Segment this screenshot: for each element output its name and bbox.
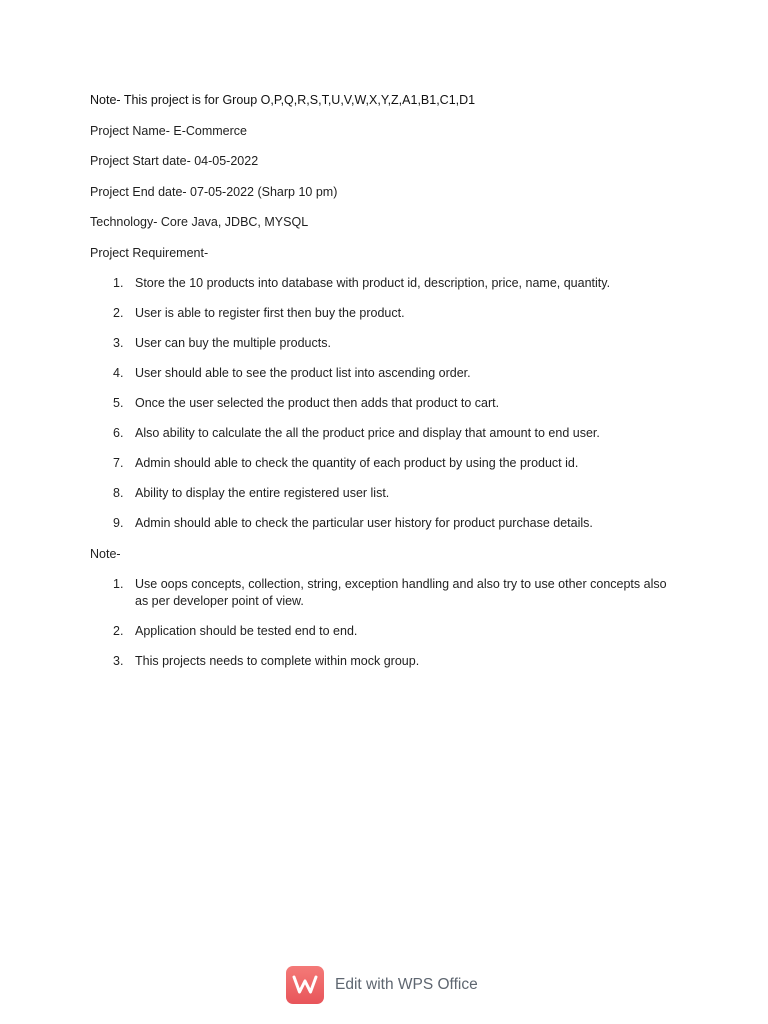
list-text: Admin should able to check the particular user history for product purchase details. <box>135 516 593 530</box>
list-number: 7. <box>113 456 124 470</box>
note-item <box>90 653 690 670</box>
list-text: Ability to display the entire registered user list. <box>135 486 390 500</box>
requirement-item <box>90 335 690 352</box>
requirement-item <box>90 485 690 502</box>
project-start-date: Project Start date- 04-05-2022 <box>90 154 259 168</box>
technology: Technology- Core Java, JDBC, MYSQL <box>90 215 309 229</box>
requirement-item <box>90 515 690 532</box>
list-number: 5. <box>113 396 124 410</box>
list-number: 6. <box>113 426 124 440</box>
list-text: Use oops concepts, collection, string, exception handling and also try to use other concepts also as per developer point of view. <box>135 577 667 608</box>
requirement-item <box>90 425 690 442</box>
notes-list <box>90 576 690 670</box>
list-number: 1. <box>113 577 124 591</box>
list-text: Admin should able to check the quantity of each product by using the product id. <box>135 456 579 470</box>
list-number: 1. <box>113 276 124 290</box>
requirements-list <box>90 275 690 532</box>
wps-office-logo-icon <box>286 966 324 1004</box>
list-text: Once the user selected the product then adds that product to cart. <box>135 396 500 410</box>
list-number: 3. <box>113 336 124 350</box>
list-text: User should able to see the product list into ascending order. <box>135 366 471 380</box>
document-body <box>90 92 690 684</box>
edit-with-wps-office-link[interactable] <box>286 965 478 1005</box>
list-text: User can buy the multiple products. <box>135 336 331 350</box>
list-text: User is able to register first then buy the product. <box>135 306 405 320</box>
requirement-item <box>90 305 690 322</box>
list-text: This projects needs to complete within mock group. <box>135 654 420 668</box>
group-note: Note- This project is for Group O,P,Q,R,S,T,U,V,W,X,Y,Z,A1,B1,C1,D1 <box>90 93 476 107</box>
requirement-item <box>90 365 690 382</box>
requirement-item <box>90 395 690 412</box>
requirement-item <box>90 455 690 472</box>
project-end-date: Project End date- 07-05-2022 (Sharp 10 pm) <box>90 184 338 199</box>
list-number: 4. <box>113 366 124 380</box>
requirement-item <box>90 275 690 292</box>
note-item <box>90 576 690 610</box>
list-number: 2. <box>113 624 124 638</box>
list-text: Application should be tested end to end. <box>135 624 358 638</box>
list-number: 9. <box>113 516 124 530</box>
notes-heading: Note- <box>90 546 121 561</box>
list-text: Also ability to calculate the all the product price and display that amount to end user. <box>135 426 600 440</box>
note-item <box>90 623 690 640</box>
list-text: Store the 10 products into database with product id, description, price, name, quantity. <box>135 276 611 290</box>
edit-with-wps-label: Edit with WPS Office <box>335 976 478 993</box>
requirements-heading: Project Requirement- <box>90 245 209 260</box>
list-number: 3. <box>113 654 124 668</box>
list-number: 8. <box>113 486 124 500</box>
project-name: Project Name- E-Commerce <box>90 123 247 138</box>
list-number: 2. <box>113 306 124 320</box>
